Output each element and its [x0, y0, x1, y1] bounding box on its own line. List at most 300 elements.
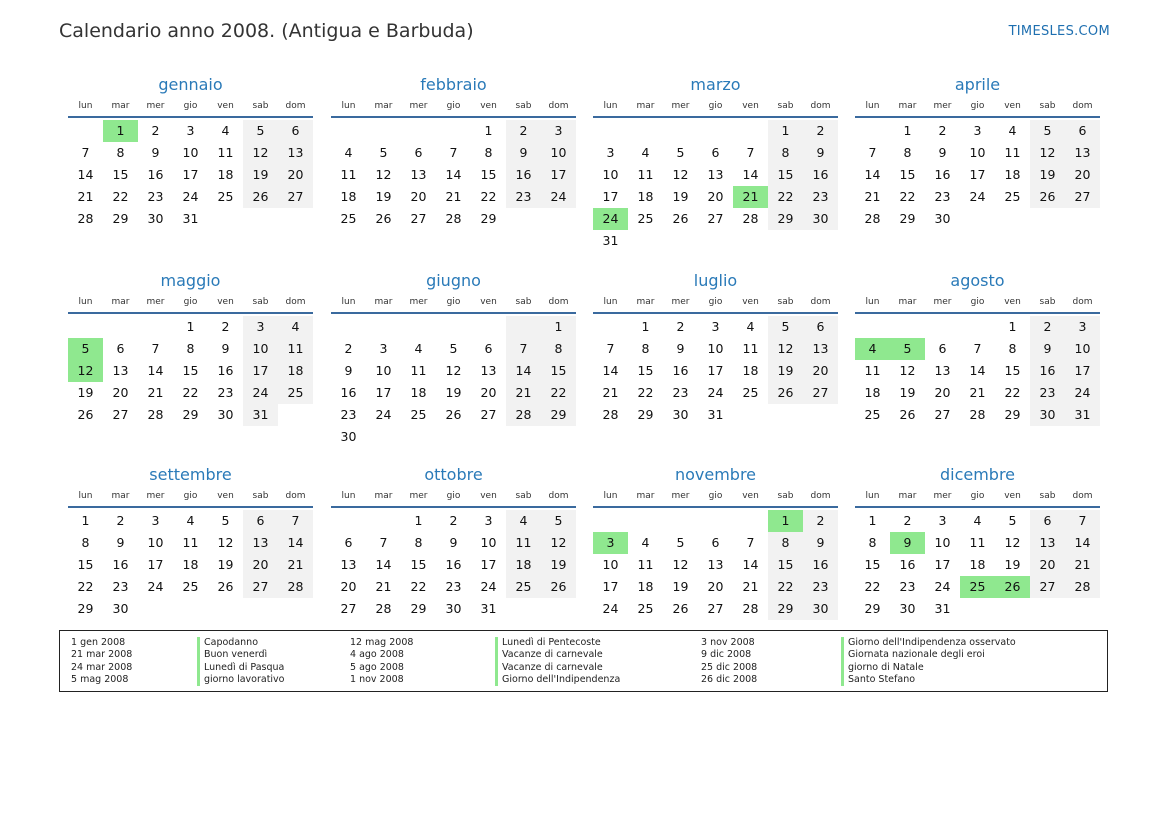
- empty-cell: [68, 120, 103, 142]
- day-cell: 11: [969, 535, 986, 550]
- weekday-label: mer: [409, 297, 428, 307]
- day-cell: 21: [506, 382, 541, 404]
- day-cell: 27: [1030, 576, 1065, 598]
- legend-date: 26 dic 2008: [701, 673, 758, 685]
- day-cell: 21: [375, 579, 392, 594]
- day-cell: 10: [147, 535, 164, 550]
- holiday-legend: [59, 630, 1108, 692]
- holiday-day-cell: 5: [68, 338, 103, 360]
- weekday-label: ven: [480, 491, 497, 501]
- day-cell: 24: [541, 186, 576, 208]
- day-cell: 22: [864, 579, 881, 594]
- day-cell: 29: [768, 208, 803, 230]
- empty-cell: [366, 120, 401, 142]
- empty-cell: [436, 316, 471, 338]
- day-cell: 2: [903, 513, 912, 528]
- day-cell: 6: [414, 145, 423, 160]
- weekday-label: gio: [183, 101, 198, 111]
- days-grid: [331, 118, 576, 230]
- day-cell: 27: [340, 601, 357, 616]
- weekday-header: [855, 487, 1100, 508]
- day-cell: 27: [707, 601, 724, 616]
- day-cell: 3: [606, 145, 615, 160]
- legend-holiday-name: Giornata nazionale degli eroi: [841, 649, 1016, 661]
- day-cell: 31: [602, 233, 619, 248]
- holiday-day-cell: 25: [960, 576, 995, 598]
- day-cell: 28: [445, 211, 462, 226]
- empty-cell: [331, 120, 366, 142]
- day-cell: 19: [1004, 557, 1021, 572]
- day-cell: 1: [414, 513, 423, 528]
- day-cell: 13: [803, 338, 838, 360]
- day-cell: 10: [541, 142, 576, 164]
- day-cell: 8: [81, 535, 90, 550]
- day-cell: 6: [711, 535, 720, 550]
- day-cell: 15: [1004, 363, 1021, 378]
- day-cell: 20: [707, 189, 724, 204]
- day-cell: 11: [742, 341, 759, 356]
- day-cell: 30: [340, 429, 357, 444]
- weekday-label: sab: [252, 491, 269, 501]
- day-cell: 19: [672, 579, 689, 594]
- day-cell: 29: [410, 601, 427, 616]
- day-cell: 13: [112, 363, 129, 378]
- day-cell: 29: [768, 598, 803, 620]
- day-cell: 21: [278, 554, 313, 576]
- legend-names-col-3: [841, 637, 1016, 686]
- weekday-label: mar: [374, 101, 393, 111]
- day-cell: 29: [182, 407, 199, 422]
- day-cell: 26: [77, 407, 94, 422]
- day-cell: 17: [969, 167, 986, 182]
- weekday-header: [593, 487, 838, 508]
- day-cell: 3: [379, 341, 388, 356]
- month-title: settembre: [149, 465, 232, 484]
- day-cell: 28: [969, 407, 986, 422]
- day-cell: 18: [969, 557, 986, 572]
- day-cell: 30: [147, 211, 164, 226]
- day-cell: 11: [637, 557, 654, 572]
- day-cell: 14: [602, 363, 619, 378]
- weekday-label: lun: [603, 491, 618, 501]
- day-cell: 8: [186, 341, 195, 356]
- legend-date: 4 ago 2008: [350, 649, 404, 661]
- day-cell: 8: [116, 145, 125, 160]
- legend-date: 5 mag 2008: [71, 673, 129, 685]
- day-cell: 11: [217, 145, 234, 160]
- empty-cell: [925, 316, 960, 338]
- empty-cell: [733, 510, 768, 532]
- day-cell: 2: [116, 513, 125, 528]
- day-cell: 9: [938, 145, 947, 160]
- weekday-label: dom: [810, 297, 831, 307]
- day-cell: 29: [480, 211, 497, 226]
- day-cell: 3: [938, 513, 947, 528]
- day-cell: 27: [112, 407, 129, 422]
- day-cell: 26: [899, 407, 916, 422]
- weekday-label: dom: [810, 491, 831, 501]
- day-cell: 15: [480, 167, 497, 182]
- day-cell: 19: [375, 189, 392, 204]
- day-cell: 17: [1065, 360, 1100, 382]
- holiday-day-cell: 5: [890, 338, 925, 360]
- weekday-label: ven: [217, 297, 234, 307]
- day-cell: 15: [77, 557, 94, 572]
- weekday-label: gio: [970, 491, 985, 501]
- holiday-day-cell: 4: [855, 338, 890, 360]
- month-title: aprile: [954, 75, 1001, 94]
- legend-date: 1 gen 2008: [71, 637, 126, 648]
- empty-cell: [593, 120, 628, 142]
- day-cell: 5: [768, 316, 803, 338]
- day-cell: 23: [672, 385, 689, 400]
- day-cell: 4: [278, 316, 313, 338]
- day-cell: 19: [672, 189, 689, 204]
- day-cell: 21: [969, 385, 986, 400]
- weekday-label: ven: [1004, 297, 1021, 307]
- weekday-label: gio: [183, 491, 198, 501]
- day-cell: 29: [112, 211, 129, 226]
- day-cell: 13: [707, 557, 724, 572]
- day-cell: 20: [112, 385, 129, 400]
- month-giugno: [331, 269, 576, 448]
- day-cell: 16: [672, 363, 689, 378]
- weekday-label: lun: [603, 297, 618, 307]
- day-cell: 21: [602, 385, 619, 400]
- weekday-label: mer: [409, 491, 428, 501]
- empty-cell: [366, 510, 401, 532]
- day-cell: 24: [243, 382, 278, 404]
- month-aprile: [855, 73, 1100, 230]
- weekday-label: sab: [777, 297, 794, 307]
- empty-cell: [890, 316, 925, 338]
- day-cell: 29: [899, 211, 916, 226]
- weekday-label: ven: [480, 101, 497, 111]
- day-cell: 19: [541, 554, 576, 576]
- day-cell: 12: [768, 338, 803, 360]
- day-cell: 3: [711, 319, 720, 334]
- day-cell: 23: [445, 579, 462, 594]
- month-agosto: [855, 269, 1100, 426]
- empty-cell: [593, 316, 628, 338]
- day-cell: 7: [506, 338, 541, 360]
- day-cell: 21: [1065, 554, 1100, 576]
- day-cell: 26: [672, 211, 689, 226]
- weekday-label: sab: [777, 491, 794, 501]
- day-cell: 23: [899, 579, 916, 594]
- day-cell: 25: [864, 407, 881, 422]
- day-cell: 16: [803, 554, 838, 576]
- weekday-label: lun: [865, 101, 880, 111]
- day-cell: 26: [445, 407, 462, 422]
- day-cell: 9: [221, 341, 230, 356]
- day-cell: 10: [182, 145, 199, 160]
- day-cell: 17: [602, 579, 619, 594]
- day-cell: 7: [81, 145, 90, 160]
- weekday-label: mar: [636, 101, 655, 111]
- day-cell: 3: [973, 123, 982, 138]
- weekday-label: mar: [898, 297, 917, 307]
- day-cell: 24: [707, 385, 724, 400]
- day-cell: 21: [864, 189, 881, 204]
- day-cell: 25: [637, 211, 654, 226]
- legend-date: 5 ago 2008: [350, 661, 404, 673]
- day-cell: 24: [1065, 382, 1100, 404]
- weekday-label: gio: [970, 297, 985, 307]
- days-grid: [68, 314, 313, 426]
- day-cell: 6: [803, 316, 838, 338]
- weekday-label: mer: [146, 101, 165, 111]
- day-cell: 9: [116, 535, 125, 550]
- day-cell: 22: [1004, 385, 1021, 400]
- day-cell: 24: [147, 579, 164, 594]
- weekday-label: dom: [548, 297, 569, 307]
- month-gennaio: [68, 73, 313, 230]
- day-cell: 9: [344, 363, 353, 378]
- legend-names-col-2: [495, 637, 620, 686]
- weekday-header: [593, 97, 838, 118]
- day-cell: 24: [375, 407, 392, 422]
- day-cell: 13: [707, 167, 724, 182]
- weekday-label: mar: [111, 491, 130, 501]
- day-cell: 4: [641, 535, 650, 550]
- weekday-label: mer: [933, 101, 952, 111]
- day-cell: 6: [116, 341, 125, 356]
- day-cell: 7: [746, 145, 755, 160]
- day-cell: 9: [676, 341, 685, 356]
- weekday-label: lun: [78, 297, 93, 307]
- day-cell: 6: [484, 341, 493, 356]
- day-cell: 25: [410, 407, 427, 422]
- weekday-label: dom: [1072, 297, 1093, 307]
- weekday-label: ven: [217, 491, 234, 501]
- day-cell: 18: [278, 360, 313, 382]
- day-cell: 2: [344, 341, 353, 356]
- weekday-label: lun: [78, 101, 93, 111]
- day-cell: 5: [221, 513, 230, 528]
- day-cell: 23: [506, 186, 541, 208]
- day-cell: 3: [1065, 316, 1100, 338]
- days-grid: [855, 118, 1100, 230]
- weekday-label: mer: [146, 491, 165, 501]
- empty-cell: [855, 120, 890, 142]
- weekday-label: mar: [898, 491, 917, 501]
- day-cell: 25: [1004, 189, 1021, 204]
- day-cell: 30: [1030, 404, 1065, 426]
- day-cell: 29: [541, 404, 576, 426]
- legend-dates-col-3: [701, 637, 757, 686]
- day-cell: 30: [217, 407, 234, 422]
- day-cell: 19: [1030, 164, 1065, 186]
- days-grid: [855, 314, 1100, 426]
- day-cell: 13: [1065, 142, 1100, 164]
- legend-date: 3 nov 2008: [701, 637, 755, 648]
- day-cell: 23: [803, 186, 838, 208]
- day-cell: 4: [414, 341, 423, 356]
- weekday-header: [68, 487, 313, 508]
- day-cell: 8: [768, 532, 803, 554]
- day-cell: 5: [541, 510, 576, 532]
- weekday-label: mar: [636, 297, 655, 307]
- site-link[interactable]: TIMESLES.COM: [1008, 24, 1110, 39]
- day-cell: 6: [1065, 120, 1100, 142]
- empty-cell: [401, 120, 436, 142]
- day-cell: 7: [278, 510, 313, 532]
- weekday-label: ven: [480, 297, 497, 307]
- day-cell: 26: [243, 186, 278, 208]
- day-cell: 15: [541, 360, 576, 382]
- legend-holiday-name: Vacanze di carnevale: [495, 649, 620, 661]
- day-cell: 12: [445, 363, 462, 378]
- day-cell: 31: [243, 404, 278, 426]
- day-cell: 10: [969, 145, 986, 160]
- day-cell: 4: [746, 319, 755, 334]
- day-cell: 25: [742, 385, 759, 400]
- day-cell: 5: [1030, 120, 1065, 142]
- empty-cell: [628, 120, 663, 142]
- day-cell: 24: [934, 579, 951, 594]
- day-cell: 1: [868, 513, 877, 528]
- day-cell: 13: [410, 167, 427, 182]
- day-cell: 17: [375, 385, 392, 400]
- empty-cell: [471, 316, 506, 338]
- day-cell: 23: [934, 189, 951, 204]
- legend-dates-col-2: [350, 637, 413, 686]
- weekday-label: lun: [341, 297, 356, 307]
- day-cell: 30: [899, 601, 916, 616]
- days-grid: [855, 508, 1100, 620]
- day-cell: 21: [445, 189, 462, 204]
- weekday-label: sab: [515, 101, 532, 111]
- day-cell: 29: [77, 601, 94, 616]
- day-cell: 23: [1030, 382, 1065, 404]
- empty-cell: [401, 316, 436, 338]
- holiday-day-cell: 24: [593, 208, 628, 230]
- day-cell: 18: [506, 554, 541, 576]
- day-cell: 28: [77, 211, 94, 226]
- weekday-label: ven: [742, 101, 759, 111]
- day-cell: 20: [1065, 164, 1100, 186]
- day-cell: 18: [182, 557, 199, 572]
- day-cell: 4: [221, 123, 230, 138]
- day-cell: 28: [506, 404, 541, 426]
- day-cell: 12: [672, 557, 689, 572]
- month-luglio: [593, 269, 838, 426]
- day-cell: 22: [112, 189, 129, 204]
- day-cell: 15: [410, 557, 427, 572]
- weekday-label: gio: [708, 297, 723, 307]
- day-cell: 30: [803, 208, 838, 230]
- empty-cell: [698, 120, 733, 142]
- weekday-header: [855, 293, 1100, 314]
- legend-holiday-name: giorno di Natale: [841, 662, 1016, 674]
- day-cell: 18: [637, 579, 654, 594]
- day-cell: 30: [672, 407, 689, 422]
- day-cell: 25: [182, 579, 199, 594]
- day-cell: 27: [278, 186, 313, 208]
- day-cell: 23: [340, 407, 357, 422]
- legend-holiday-name: Buon venerdì: [197, 649, 285, 661]
- empty-cell: [436, 120, 471, 142]
- day-cell: 14: [375, 557, 392, 572]
- weekday-label: dom: [1072, 101, 1093, 111]
- day-cell: 16: [803, 164, 838, 186]
- day-cell: 28: [375, 601, 392, 616]
- weekday-label: gio: [183, 297, 198, 307]
- legend-holiday-name: Vacanze di carnevale: [495, 662, 620, 674]
- day-cell: 18: [410, 385, 427, 400]
- day-cell: 31: [1065, 404, 1100, 426]
- day-cell: 22: [541, 382, 576, 404]
- weekday-label: dom: [548, 491, 569, 501]
- month-title: marzo: [690, 75, 741, 94]
- empty-cell: [103, 316, 138, 338]
- legend-date: 24 mar 2008: [71, 661, 133, 673]
- day-cell: 11: [637, 167, 654, 182]
- day-cell: 20: [278, 164, 313, 186]
- day-cell: 16: [217, 363, 234, 378]
- day-cell: 25: [217, 189, 234, 204]
- day-cell: 17: [182, 167, 199, 182]
- days-grid: [593, 314, 838, 426]
- day-cell: 16: [934, 167, 951, 182]
- day-cell: 28: [147, 407, 164, 422]
- day-cell: 5: [676, 145, 685, 160]
- day-cell: 4: [186, 513, 195, 528]
- day-cell: 10: [934, 535, 951, 550]
- day-cell: 15: [112, 167, 129, 182]
- weekday-label: gio: [708, 491, 723, 501]
- holiday-day-cell: 3: [593, 532, 628, 554]
- day-cell: 25: [340, 211, 357, 226]
- day-cell: 11: [278, 338, 313, 360]
- day-cell: 22: [77, 579, 94, 594]
- day-cell: 3: [243, 316, 278, 338]
- day-cell: 3: [484, 513, 493, 528]
- weekday-label: dom: [285, 297, 306, 307]
- day-cell: 2: [449, 513, 458, 528]
- day-cell: 2: [938, 123, 947, 138]
- day-cell: 18: [1004, 167, 1021, 182]
- day-cell: 17: [707, 363, 724, 378]
- day-cell: 7: [973, 341, 982, 356]
- day-cell: 27: [243, 576, 278, 598]
- weekday-label: sab: [252, 297, 269, 307]
- day-cell: 14: [445, 167, 462, 182]
- day-cell: 7: [151, 341, 160, 356]
- day-cell: 28: [1065, 576, 1100, 598]
- legend-holiday-name: Santo Stefano: [841, 674, 1016, 686]
- day-cell: 21: [147, 385, 164, 400]
- weekday-label: sab: [515, 491, 532, 501]
- day-cell: 29: [637, 407, 654, 422]
- empty-cell: [960, 316, 995, 338]
- legend-date: 9 dic 2008: [701, 649, 752, 661]
- legend-holiday-name: Giorno dell'Indipendenza: [495, 674, 620, 686]
- weekday-label: mar: [636, 491, 655, 501]
- weekday-label: sab: [515, 297, 532, 307]
- day-cell: 11: [340, 167, 357, 182]
- day-cell: 3: [186, 123, 195, 138]
- day-cell: 23: [803, 576, 838, 598]
- day-cell: 27: [707, 211, 724, 226]
- empty-cell: [331, 316, 366, 338]
- legend-date: 25 dic 2008: [701, 661, 758, 673]
- day-cell: 17: [541, 164, 576, 186]
- holiday-day-cell: 1: [103, 120, 138, 142]
- weekday-label: ven: [1004, 101, 1021, 111]
- legend-holiday-name: Lunedì di Pentecoste: [495, 637, 620, 649]
